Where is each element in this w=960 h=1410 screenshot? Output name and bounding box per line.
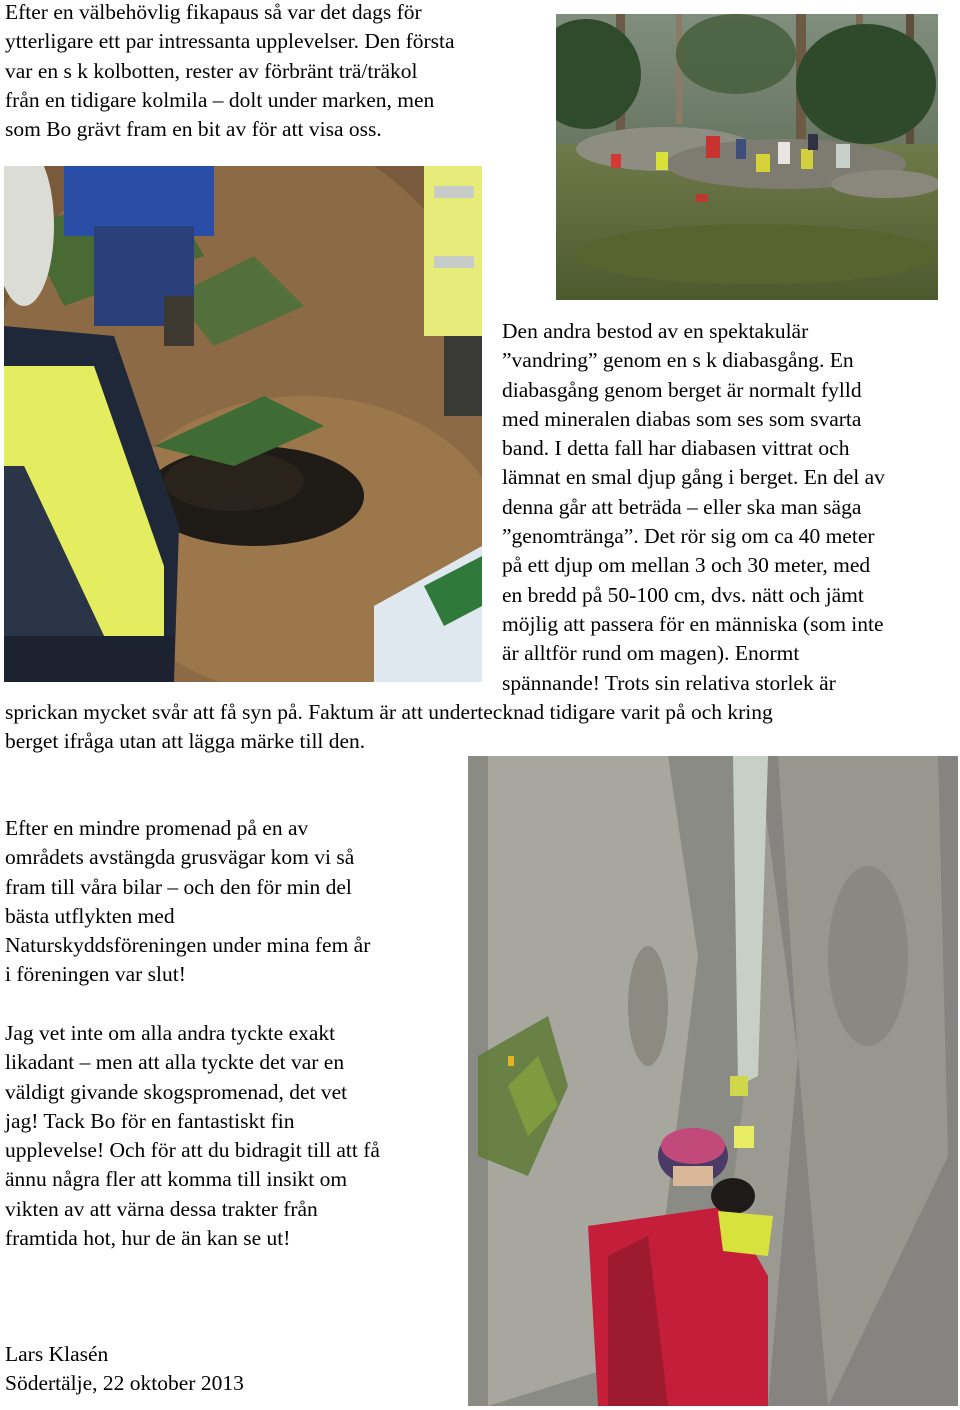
text-line: ”vandring” genom en s k diabasgång. En <box>502 348 854 373</box>
place-date: Södertälje, 22 oktober 2013 <box>5 1371 244 1396</box>
text-line: ”genomtränga”. Det rör sig om ca 40 meter <box>502 524 875 549</box>
text-line: lämnat en smal djup gång i berget. En del av <box>502 465 885 490</box>
para-walk-back <box>5 814 370 990</box>
photo-group-resting <box>556 14 938 300</box>
text-line: fram till våra bilar – och den för min del <box>5 874 352 899</box>
text-line: sprickan mycket svår att få syn på. Faktum är att undertecknad tidigare varit på och kring <box>5 700 773 724</box>
text-line: möjlig att passera för en människa (som inte <box>502 611 884 636</box>
text-line: en bredd på 50-100 cm, dvs. nätt och jämt <box>502 582 864 607</box>
text-line: som Bo grävt fram en bit av för att visa oss. <box>5 117 382 142</box>
text-line: Efter en mindre promenad på en av <box>5 816 309 840</box>
text-line: likadant – men att alla tyckte det var en <box>5 1050 345 1075</box>
text-line: Den andra bestod av en spektakulär <box>502 319 809 343</box>
text-line: från en tidigare kolmila – dolt under marken, men <box>5 87 435 112</box>
para-thanks <box>5 1019 380 1253</box>
text-line: med mineralen diabas som ses som svarta <box>502 406 862 431</box>
text-line: spännande! Trots sin relativa storlek är <box>502 670 836 695</box>
text-line: vikten av att värna dessa trakter från <box>5 1196 318 1221</box>
text-line: var en s k kolbotten, rester av förbränt trä/träkol <box>5 58 418 83</box>
text-line: väldigt givande skogspromenad, det vet <box>5 1079 348 1104</box>
text-line: framtida hot, hur de än kan se ut! <box>5 1226 291 1251</box>
text-line: diabasgång genom berget är normalt fylld <box>502 377 862 402</box>
para-diabase-dike <box>502 317 885 698</box>
text-line: denna går att beträda – eller ska man säga <box>502 494 862 519</box>
text-line: på ett djup om mellan 3 och 30 meter, med <box>502 553 871 578</box>
text-line: är alltför rund om magen). Enormt <box>502 641 800 666</box>
text-line: Jag vet inte om alla andra tyckte exakt <box>5 1021 336 1045</box>
text-line: i föreningen var slut! <box>5 962 186 987</box>
text-line: ytterligare ett par intressanta upplevelser. Den första <box>5 29 455 54</box>
text-line: band. I detta fall har diabasen vittrat och <box>502 436 850 461</box>
signature <box>5 1340 244 1399</box>
para-intro <box>5 0 455 144</box>
text-line: jag! Tack Bo för en fantastiskt fin <box>5 1108 295 1133</box>
text-line: områdets avstängda grusvägar kom vi så <box>5 845 355 870</box>
text-line: berget ifråga utan att lägga märke till den. <box>5 729 366 754</box>
text-line: ännu några fler att komma till insikt om <box>5 1167 348 1192</box>
text-line: upplevelse! Och för att du bidragit till att få <box>5 1138 380 1163</box>
photo-charcoal-pit <box>4 166 482 682</box>
text-line: Naturskyddsföreningen under mina fem år <box>5 933 371 958</box>
para-diabase-dike-continued <box>5 698 773 757</box>
text-line: bästa utflykten med <box>5 903 175 928</box>
text-line: Efter en välbehövlig fikapaus så var det dags för <box>5 0 422 24</box>
author-name: Lars Klasén <box>5 1342 109 1366</box>
photo-rock-crevice <box>468 756 958 1406</box>
